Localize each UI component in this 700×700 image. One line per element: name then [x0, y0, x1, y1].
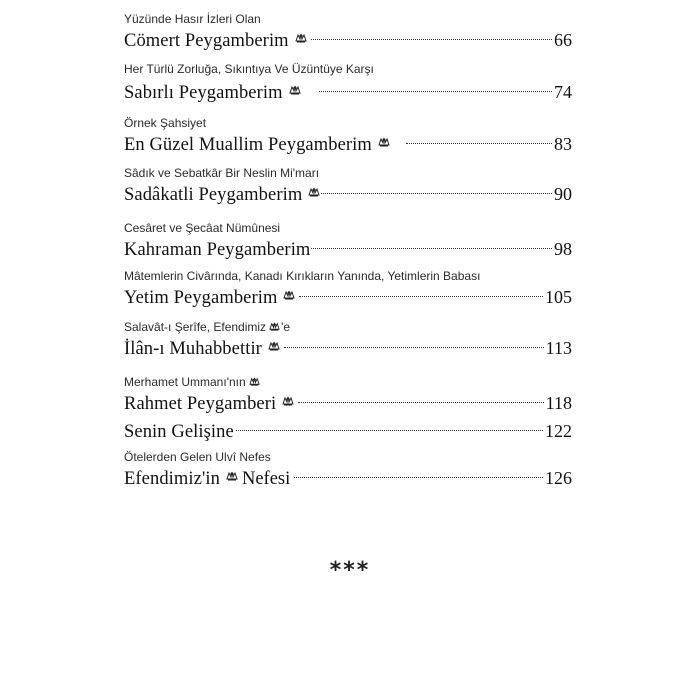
- entry-title-line: [124, 465, 572, 491]
- entry-subtitle: [124, 320, 572, 335]
- entry-page-number: 90: [554, 184, 572, 204]
- entry-page-number: 122: [545, 421, 572, 441]
- entry-title: Sabırlı Peygamberim: [124, 83, 283, 103]
- toc-entry: [124, 62, 572, 107]
- salawat-seal-icon: [226, 470, 238, 482]
- entry-page-number: 66: [554, 30, 572, 50]
- table-of-contents: [124, 12, 572, 500]
- entry-title-line: [124, 77, 572, 107]
- entry-subtitle: Yüzünde Hasır İzleri Olan: [124, 12, 261, 26]
- dot-leader: [298, 402, 543, 403]
- salawat-seal-icon: [282, 395, 294, 407]
- toc-entry: [124, 450, 572, 491]
- toc-entry: [124, 221, 572, 262]
- entry-title-suffix: Nefesi: [241, 469, 291, 489]
- section-ornament: ***: [329, 558, 371, 583]
- toc-entry: [124, 12, 572, 53]
- entry-page-number: 118: [545, 393, 572, 413]
- entry-page-number: 105: [545, 287, 572, 307]
- entry-title: Sadâkatli Peygamberim: [124, 185, 303, 205]
- entry-title: Efendimiz'in: [124, 469, 220, 489]
- dot-leader: [321, 193, 552, 194]
- entry-title-line: [124, 335, 572, 361]
- entry-subtitle-suffix: 'e: [281, 320, 291, 334]
- entry-title-line: [124, 181, 572, 207]
- dot-leader: [299, 296, 543, 297]
- salawat-seal-icon: [308, 186, 320, 198]
- entry-subtitle: Her Türlü Zorluğa, Sıkıntıya Ve Üzüntüye Karşı: [124, 62, 374, 76]
- salawat-seal-icon: [283, 289, 295, 301]
- entry-title: Rahmet Peygamberi: [124, 394, 277, 414]
- entry-title-line: [124, 390, 572, 416]
- entry-subtitle: Sâdık ve Sebatkâr Bir Neslin Mi'marı: [124, 166, 320, 180]
- salawat-seal-icon: [295, 32, 307, 44]
- entry-title-line: [124, 284, 572, 310]
- entry-title: Senin Gelişine: [124, 422, 234, 442]
- entry-subtitle: Örnek Şahsiyet: [124, 116, 207, 130]
- toc-entry: [124, 375, 572, 416]
- entry-subtitle: [124, 375, 572, 390]
- entry-page-number: 74: [554, 82, 572, 102]
- entry-title: Cömert Peygamberim: [124, 31, 289, 51]
- entry-title: Kahraman Peygamberim: [124, 240, 311, 260]
- dot-leader: [311, 248, 552, 249]
- entry-title-line: [124, 27, 572, 53]
- entry-title-line: [124, 131, 572, 157]
- salawat-seal-icon: [378, 136, 390, 148]
- entry-subtitle: Cesâret ve Şecâat Nümûnesi: [124, 221, 281, 235]
- entry-title: En Güzel Muallim Peygamberim: [124, 135, 372, 155]
- salawat-seal-icon: [289, 84, 301, 96]
- toc-entry: [124, 320, 572, 361]
- toc-entry: [124, 269, 572, 310]
- dot-leader: [406, 143, 552, 144]
- entry-page-number: 126: [545, 468, 572, 488]
- entry-title-line: [124, 236, 572, 262]
- dot-leader: [311, 39, 552, 40]
- dot-leader: [319, 91, 552, 92]
- salawat-seal-icon: [268, 340, 280, 352]
- toc-entry: [124, 116, 572, 157]
- salawat-seal-icon: [249, 376, 260, 387]
- dot-leader: [236, 430, 543, 431]
- entry-subtitle: Mâtemlerin Civârında, Kanadı Kırıkların Yanında, Yetimlerin Babası: [124, 269, 481, 283]
- entry-page-number: 98: [554, 239, 572, 259]
- entry-title-line: [124, 418, 572, 444]
- entry-subtitle-text: Salavât-ı Şerîfe, Efendimiz: [124, 320, 267, 334]
- entry-title: İlân-ı Muhabbettir: [124, 339, 262, 359]
- salawat-seal-icon: [269, 321, 280, 332]
- entry-page-number: 113: [545, 338, 572, 358]
- entry-title: Yetim Peygamberim: [124, 288, 278, 308]
- toc-entry: [124, 166, 572, 207]
- dot-leader: [284, 347, 544, 348]
- entry-page-number: 83: [554, 134, 572, 154]
- entry-subtitle-text: Merhamet Ummanı'nın: [124, 375, 246, 389]
- toc-entry: [124, 418, 572, 444]
- dot-leader: [294, 477, 543, 478]
- entry-subtitle: Ötelerden Gelen Ulvî Nefes: [124, 450, 271, 464]
